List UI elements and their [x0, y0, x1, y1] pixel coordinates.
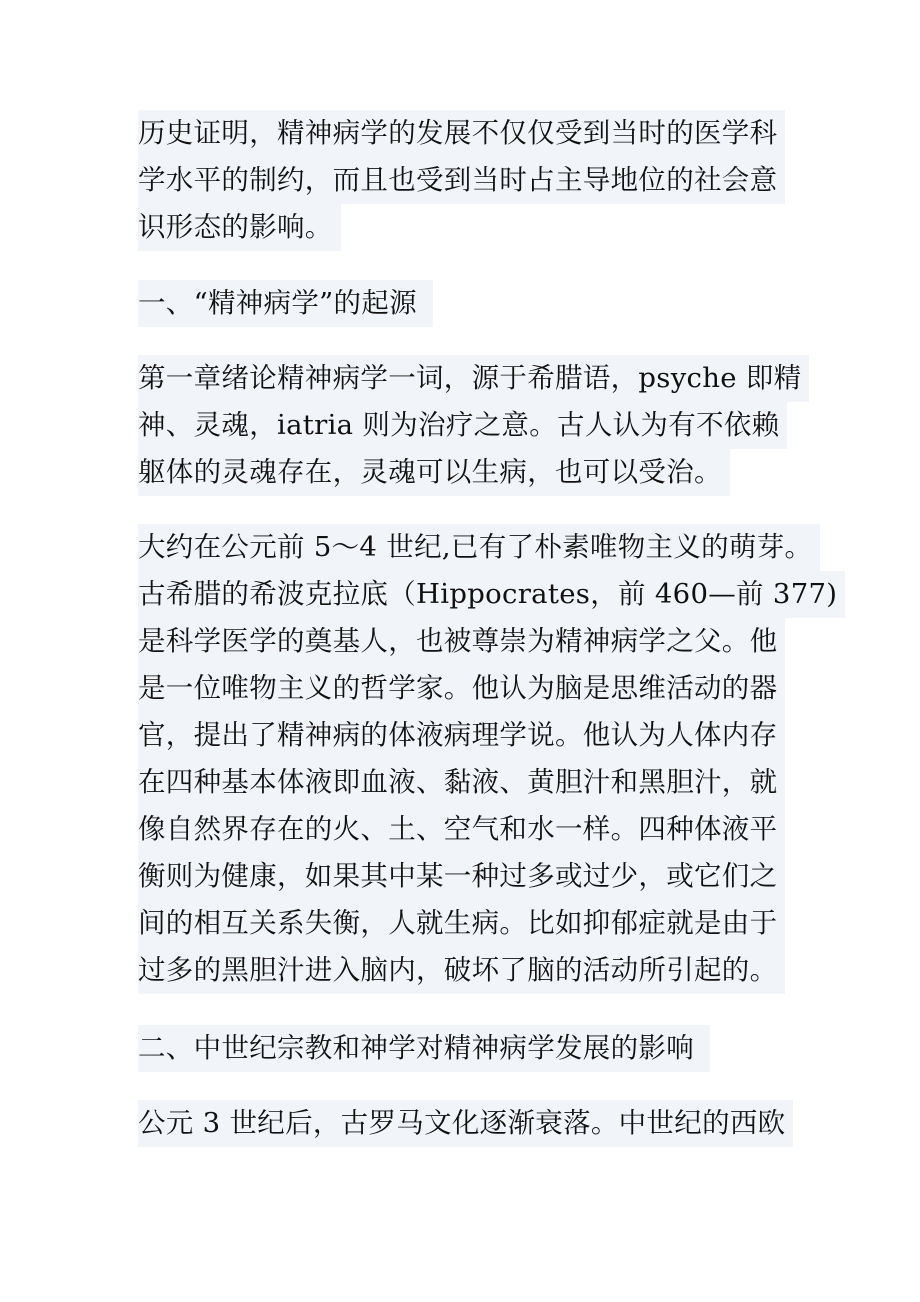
text-line: 第一章绪论精神病学一词，源于希腊语，psyche 即精 — [138, 355, 809, 402]
text-line: 是一位唯物主义的哲学家。他认为脑是思维活动的器 — [138, 665, 845, 712]
text-line: 衡则为健康，如果其中某一种过多或过少，或它们之 — [138, 853, 845, 900]
text-line: 躯体的灵魂存在，灵魂可以生病，也可以受治。 — [138, 449, 809, 496]
section-heading-middle-ages — [138, 1025, 710, 1072]
heading-line: 一、“精神病学”的起源 — [138, 280, 433, 327]
text-line: 神、灵魂，iatria 则为治疗之意。古人认为有不依赖 — [138, 402, 809, 449]
text-line: 大约在公元前 5～4 世纪,已有了朴素唯物主义的萌芽。 — [138, 524, 845, 571]
text-line: 历史证明，精神病学的发展不仅仅受到当时的医学科 — [138, 110, 785, 157]
text-line: 学水平的制约，而且也受到当时占主导地位的社会意 — [138, 157, 785, 204]
text-line: 像自然界存在的火、土、空气和水一样。四种体液平 — [138, 806, 845, 853]
text-line: 在四种基本体液即血液、黏液、黄胆汁和黑胆汁，就 — [138, 759, 845, 806]
text-line: 间的相互关系失衡，人就生病。比如抑郁症就是由于 — [138, 900, 845, 947]
paragraph-history — [138, 110, 785, 251]
text-line: 是科学医学的奠基人，也被尊崇为精神病学之父。他 — [138, 618, 845, 665]
paragraph-rome — [138, 1100, 793, 1147]
text-line: 公元 3 世纪后，古罗马文化逐渐衰落。中世纪的西欧 — [138, 1100, 793, 1147]
text-line: 古希腊的希波克拉底（Hippocrates，前 460—前 377) — [138, 571, 845, 618]
paragraph-hippocrates — [138, 524, 845, 994]
text-line: 识形态的影响。 — [138, 204, 785, 251]
text-line: 官，提出了精神病的体液病理学说。他认为人体内存 — [138, 712, 845, 759]
section-heading-origin — [138, 280, 433, 327]
heading-line: 二、中世纪宗教和神学对精神病学发展的影响 — [138, 1025, 710, 1072]
paragraph-definition — [138, 355, 809, 496]
text-line: 过多的黑胆汁进入脑内，破坏了脑的活动所引起的。 — [138, 947, 845, 994]
